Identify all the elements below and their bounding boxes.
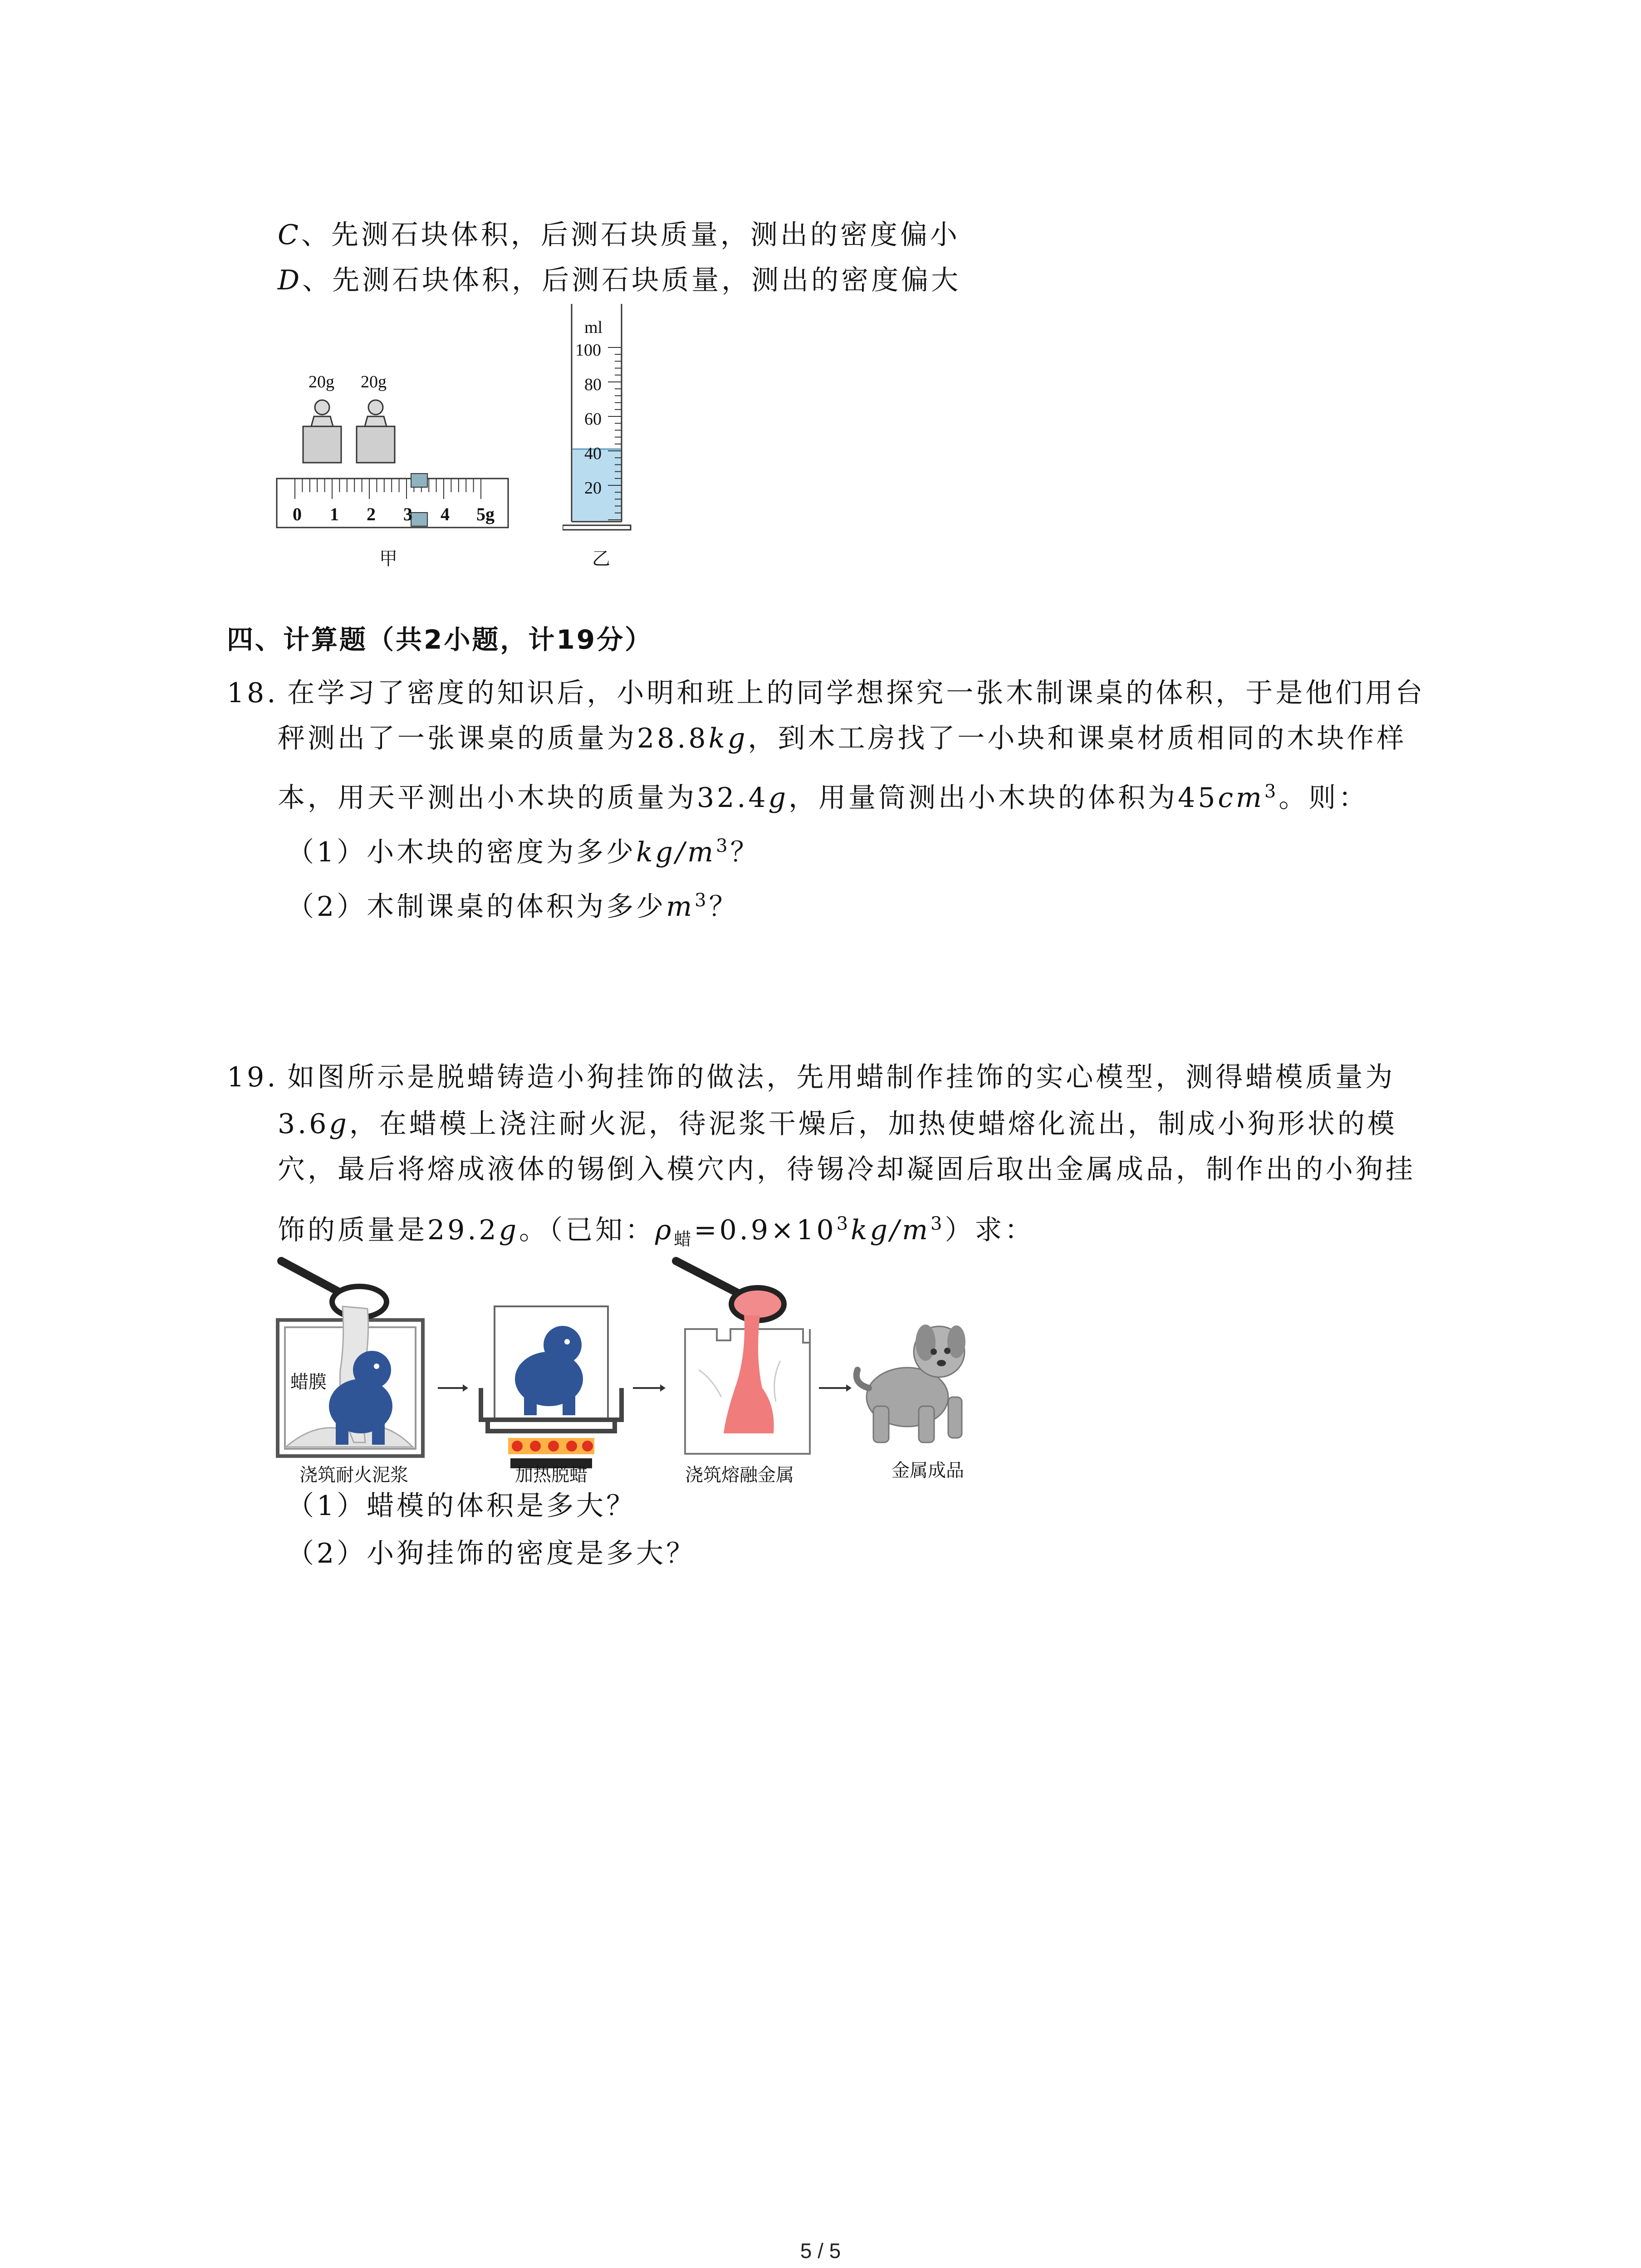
q19-sup-3: 3 [836,1213,851,1234]
q18-sub2 [287,882,739,925]
q18-unit-kg: kg [708,723,748,754]
step2-heat-dewax [481,1306,622,1468]
scale-tick-0: 0 [293,504,302,524]
scale-tick-1: 1 [330,504,339,524]
q18-sub1 [287,828,760,870]
q18-text-1: 在学习了密度的知识后，小明和班上的同学想探究一张木制课桌的体积，于是他们用台 [287,677,1425,709]
q19-unit-g2: g [499,1214,519,1246]
option-d [278,262,961,298]
q18-sub2-end: ？ [709,891,739,923]
q19-text-2b: ，在蜡模上浇注耐火泥，待泥浆干燥后，加热使蜡熔化流出，制成小狗形状的模 [349,1108,1397,1140]
cylinder-tick-100: 100 [575,341,601,360]
weight-label-1: 20g [309,372,334,391]
q18-text-3b: ，用量筒测出小木块的体积为45 [789,782,1218,814]
section-title: 四、计算题（共2小题，计19分） [227,624,653,655]
q19-text-4a: 饰的质量是29.2 [278,1214,499,1246]
q18-line2 [278,720,1406,757]
step3-caption: 浇筑熔融金属 [685,1465,794,1485]
step3-pour-metal [676,1261,810,1454]
cylinder-tick-80: 80 [584,375,602,394]
cylinder-tick-40: 40 [584,444,602,463]
q18-text-2a: 秤测出了一张课桌的质量为28.8 [278,723,709,754]
weight-20g-left [303,400,341,463]
wax-film-label: 蜡膜 [290,1372,327,1392]
option-c-letter: C [278,219,301,251]
q19-line4 [278,1206,1034,1257]
q19-text-1: 如图所示是脱蜡铸造小狗挂饰的做法，先用蜡制作挂饰的实心模型，测得蜡模质量为 [287,1061,1396,1093]
q18-text-3a: 本，用天平测出小木块的质量为32.4 [278,782,769,814]
q19-text-2a: 3.6 [278,1108,329,1140]
metal-dog-product [857,1325,965,1442]
rider-bottom [411,513,427,526]
weight-20g-right [357,400,395,463]
scale-tick-4: 4 [441,504,450,524]
step1-caption: 浇筑耐火泥浆 [299,1465,408,1485]
q19-text-4b: 。（已知： [519,1214,656,1246]
q19-text-4c: =0.9×10 [694,1214,837,1246]
option-d-text: 、先测石块体积，后测石块质量，测出的密度偏大 [302,264,961,296]
lost-wax-casting-figure [263,1252,1007,1488]
step1-pour-clay [278,1261,423,1456]
q18-line1 [227,675,1425,711]
q18-sub2-unit: m [666,891,695,923]
q19-rho: ρ [655,1214,674,1246]
option-c [278,217,960,253]
cylinder-tick-20: 20 [584,479,602,498]
burner-flames [508,1438,594,1468]
q18-text-3c: 。则： [1279,782,1369,814]
cylinder-unit: ml [584,318,603,337]
q19-rho-sub: 蜡 [674,1229,694,1249]
option-d-letter: D [278,264,303,296]
weight-label-2: 20g [361,372,387,391]
scale-tick-5: 5g [476,504,495,524]
q18-sub1-sup: 3 [716,836,730,856]
q19-line1 [227,1059,1395,1095]
q18-line3 [278,773,1368,816]
q19-line3: 穴，最后将熔成液体的锡倒入模穴内，待锡冷却凝固后取出金属成品，制作出的小狗挂 [278,1154,1416,1185]
q18-unit-cm: cm [1218,782,1264,814]
q18-text-2b: ，到木工房找了一小块和课桌材质相同的木块作样 [748,723,1407,754]
q18-sup-3: 3 [1264,781,1279,802]
rider-top [411,474,427,487]
q19-unit-g1: g [329,1108,349,1140]
q19-number: 19. [227,1061,279,1093]
cylinder-tick-60: 60 [584,410,602,429]
q18-sub1-end: ？ [730,836,760,868]
step4-caption: 金属成品 [892,1461,964,1481]
option-c-text: 、先测石块体积，后测石块质量，测出的密度偏小 [301,219,960,251]
q19-sup-3b: 3 [930,1213,945,1234]
step2-caption: 加热脱蜡 [515,1465,588,1485]
q19-sub2: （2）小狗挂饰的密度是多大？ [287,1538,696,1569]
q19-line2 [278,1106,1397,1142]
scale-tick-2: 2 [367,504,376,524]
q19-sub1: （1）蜡模的体积是多大？ [287,1490,637,1522]
q19-text-4d: ）求： [945,1214,1035,1246]
page-number: 5 / 5 [800,2239,841,2263]
figure-yi-caption: 乙 [592,548,610,569]
q18-sub2-text: （2）木制课桌的体积为多少 [287,891,666,923]
q18-sub1-text: （1）小木块的密度为多少 [287,836,637,868]
q18-unit-g: g [768,782,789,814]
q18-sub2-sup: 3 [695,890,709,911]
scale-tick-3: 3 [403,504,412,524]
q18-sub1-unit: kg/m [636,836,716,868]
balance-scale-figure [272,363,517,567]
figure-jia-caption: 甲 [379,548,397,569]
q19-unit-kgm: kg/m [851,1214,931,1246]
q18-number: 18. [227,677,279,709]
